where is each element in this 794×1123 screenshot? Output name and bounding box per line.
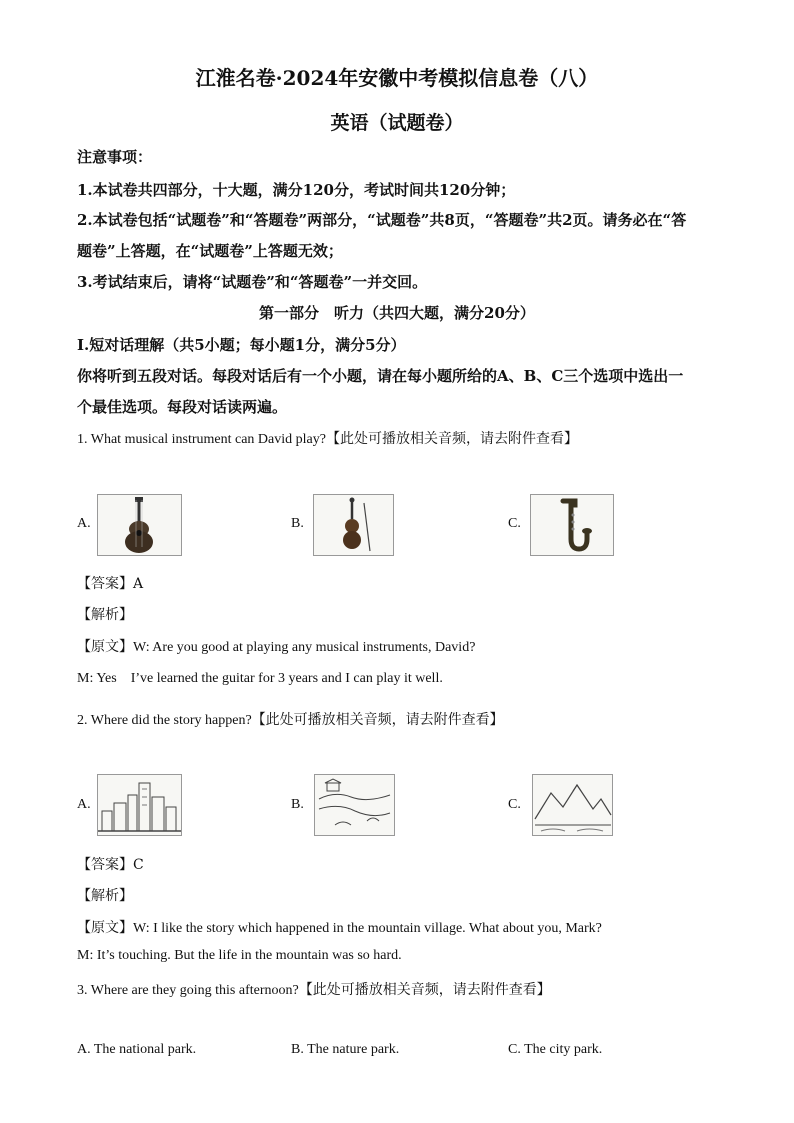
notice-item-1: 1.本试卷共四部分，十大题，满分120分，考试时间共120分钟； — [77, 181, 516, 199]
part1-heading: 第一部分 听力（共四大题，满分20分） — [259, 304, 535, 322]
notice-item-2-line-2: 题卷”上答题，在“试题卷”上答题无效； — [77, 242, 343, 260]
question-1-text: 1. What musical instrument can David play?【此处可播放相关音频，请去附件查看】 — [77, 432, 578, 447]
instruction-line-2: 个最佳选项。每段对话读两遍。 — [77, 398, 288, 416]
saxophone-image — [530, 494, 614, 556]
q1-option-b-letter: B. — [291, 516, 304, 531]
q1-transcript-line-2: M: Yes I’ve learned the guitar for 3 years and I can play it well. — [77, 671, 443, 686]
q2-transcript-line-1: 【原文】W: I like the story which happened in the mountain village. What about you, Mark? — [77, 921, 602, 936]
q2-option-c-letter: C. — [508, 797, 521, 812]
q3-option-a-text: The national park. — [93, 1042, 197, 1057]
exam-subtitle: 英语（试题卷） — [330, 112, 464, 134]
q3-option-b — [291, 1042, 399, 1058]
q3-option-a — [77, 1042, 196, 1058]
river-village-image — [314, 774, 395, 836]
instruction-line-1: 你将听到五段对话。每段对话后有一个小题，请在每小题所给的A、B、C三个选项中选出一 — [77, 367, 684, 385]
q2-analysis: 【解析】 — [77, 888, 133, 904]
exam-title: 江淮名卷·2024年安徽中考模拟信息卷（八） — [195, 66, 599, 90]
q2-transcript-line-2: M: It’s touching. But the life in the mountain was so hard. — [77, 948, 402, 963]
q3-option-c — [508, 1042, 602, 1058]
city-image — [97, 774, 182, 836]
notice-item-3: 3.考试结束后，请将“试题卷”和“答题卷”一并交回。 — [77, 273, 428, 291]
notice-heading: 注意事项： — [77, 148, 153, 166]
q3-option-b-letter: B. — [291, 1042, 304, 1057]
q1-option-a-letter: A. — [77, 516, 91, 531]
q3-option-c-text: The city park. — [524, 1042, 603, 1057]
q1-option-c-letter: C. — [508, 516, 521, 531]
q3-option-a-letter: A. — [77, 1042, 91, 1057]
q2-answer: 【答案】C — [77, 857, 144, 873]
guitar-image — [97, 494, 182, 556]
violin-image — [313, 494, 394, 556]
q2-option-b-letter: B. — [291, 797, 304, 812]
q2-option-a-letter: A. — [77, 797, 91, 812]
q3-option-b-text: The nature park. — [307, 1042, 400, 1057]
q1-transcript-line-1: 【原文】W: Are you good at playing any musical instruments, David? — [77, 640, 476, 655]
question-2-text: 2. Where did the story happen?【此处可播放相关音频，请去附件查看】 — [77, 713, 504, 728]
mountain-image — [532, 774, 613, 836]
section1-heading: Ⅰ.短对话理解（共5小题；每小题1分，满分5分） — [77, 336, 406, 354]
notice-item-2-line-1: 2.本试卷包括“试题卷”和“答题卷”两部分，“试题卷”共8页，“答题卷”共2页。请务必在“答 — [77, 211, 687, 229]
q3-option-c-letter: C. — [508, 1042, 521, 1057]
q1-analysis: 【解析】 — [77, 607, 133, 623]
question-3-text: 3. Where are they going this afternoon?【此处可播放相关音频，请去附件查看】 — [77, 983, 551, 998]
q1-answer: 【答案】A — [77, 576, 144, 592]
